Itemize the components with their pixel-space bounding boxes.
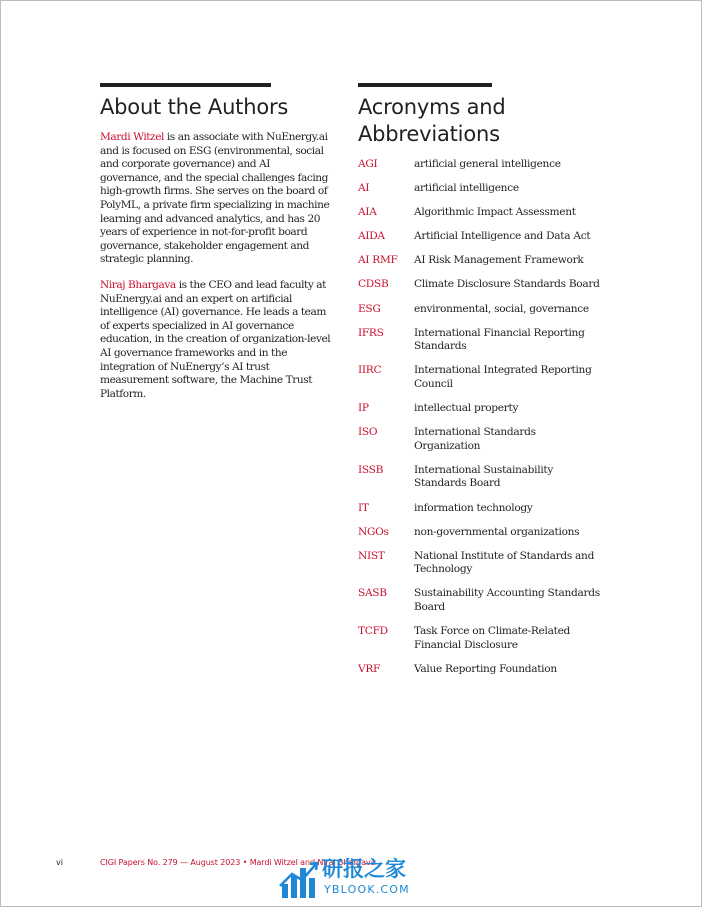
acronym-definition: International Integrated Reporting Council: [414, 364, 592, 390]
acronym-row: [358, 327, 658, 354]
acronym-definition: information technology: [414, 501, 533, 514]
footer-citation: CIGI Papers No. 279 — August 2023 • Mardi Witzel and Niraj Bhargava: [100, 858, 376, 867]
acronym-row: [358, 526, 658, 540]
acronym-abbr: AI RMF: [358, 254, 398, 267]
acronym-list: [358, 158, 658, 687]
acronym-abbr: TCFD: [358, 625, 388, 638]
acronym-abbr: SASB: [358, 587, 387, 600]
acronym-definition: International Standards Organization: [414, 426, 536, 452]
acronym-row: [358, 364, 658, 391]
watermark-url: YBLOOK.COM: [324, 883, 410, 896]
acronym-definition: non-governmental organizations: [414, 525, 580, 538]
acronym-row: [358, 426, 658, 453]
acronym-abbr: AIA: [358, 206, 377, 219]
acronym-definition: Climate Disclosure Standards Board: [414, 278, 600, 291]
acronym-row: [358, 502, 658, 516]
page-number: vi: [56, 858, 63, 867]
acronym-abbr: NGOs: [358, 525, 389, 538]
watermark-logo: [278, 856, 438, 902]
acronym-abbr: CDSB: [358, 278, 389, 291]
acronyms-heading-line1: Acronyms and: [358, 95, 506, 119]
acronym-row: [358, 464, 658, 491]
acronym-row: [358, 663, 658, 677]
acronym-abbr: VRF: [358, 662, 381, 675]
acronym-definition: AI Risk Management Framework: [414, 254, 584, 267]
acronym-row: [358, 230, 658, 244]
acronym-definition: Value Reporting Foundation: [414, 662, 557, 675]
acronym-row: [358, 254, 658, 268]
acronym-definition: Algorithmic Impact Assessment: [414, 206, 576, 219]
acronym-definition: International Sustainability Standards Board: [414, 463, 554, 490]
authors-section-rule: [100, 83, 271, 87]
acronym-definition: environmental, social, governance: [414, 302, 589, 315]
acronym-definition: artificial general intelligence: [414, 158, 561, 170]
author-name-bhargava: Niraj Bhargava: [100, 279, 176, 291]
acronym-abbr: IT: [358, 501, 369, 514]
acronym-definition: Artificial Intelligence and Data Act: [414, 230, 591, 243]
acronym-abbr: ESG: [358, 302, 381, 315]
author-bio-text: is an associate with NuEnergy.ai and is focused on ESG (environmental, social and corporate governance) and AI governance, and the special challenges facing high-growth firms. She serves on the board of PolyML, a private firm specializing in machine learning and advanced analytics, and has 20 years of experience in not-for-profit board governance, stakeholder engagement and strategic planning.: [100, 131, 330, 266]
acronym-row: [358, 550, 658, 577]
acronym-abbr: AIDA: [358, 230, 385, 243]
acronym-definition: Task Force on Climate-Related Financial Disclosure: [414, 625, 571, 651]
watermark-chinese: 研报之家: [322, 857, 406, 881]
acronym-abbr: IFRS: [358, 326, 384, 339]
author-bio-witzel: [100, 131, 332, 267]
acronym-abbr: IIRC: [358, 364, 382, 377]
acronym-row: [358, 206, 658, 220]
acronym-definition: artificial intelligence: [414, 182, 519, 195]
acronym-abbr: AGI: [358, 158, 378, 170]
acronym-row: [358, 625, 658, 652]
author-bio-text: is the CEO and lead faculty at NuEnergy.ai and an expert on artificial intelligence (AI) governance. He leads a team of experts specialized in AI governance education, in the creation of organization-level AI governance frameworks and in the integration of NuEnergy’s AI trust measurement software, the Machine Trust Platform.: [100, 279, 331, 400]
acronym-row: [358, 303, 658, 317]
acronym-abbr: NIST: [358, 549, 385, 562]
acronym-definition: intellectual property: [414, 402, 519, 415]
acronym-abbr: ISO: [358, 426, 378, 439]
acronyms-heading: [358, 94, 558, 148]
acronym-row: [358, 587, 658, 614]
acronym-definition: Sustainability Accounting Standards Board: [414, 587, 600, 613]
acronym-row: [358, 158, 658, 172]
acronym-definition: National Institute of Standards and Technology: [414, 549, 595, 576]
acronym-abbr: IP: [358, 402, 369, 415]
acronym-row: [358, 182, 658, 196]
acronym-abbr: AI: [358, 182, 370, 195]
acronym-abbr: ISSB: [358, 463, 384, 476]
acronyms-heading-line2: Abbreviations: [358, 122, 500, 146]
authors-heading: About the Authors: [100, 95, 289, 119]
acronym-row: [358, 278, 658, 292]
author-name-witzel: Mardi Witzel: [100, 131, 164, 143]
acronym-definition: International Financial Reporting Standards: [414, 326, 585, 353]
author-bio-bhargava: [100, 279, 332, 401]
acronym-row: [358, 402, 658, 416]
acronyms-section-rule: [358, 83, 492, 87]
